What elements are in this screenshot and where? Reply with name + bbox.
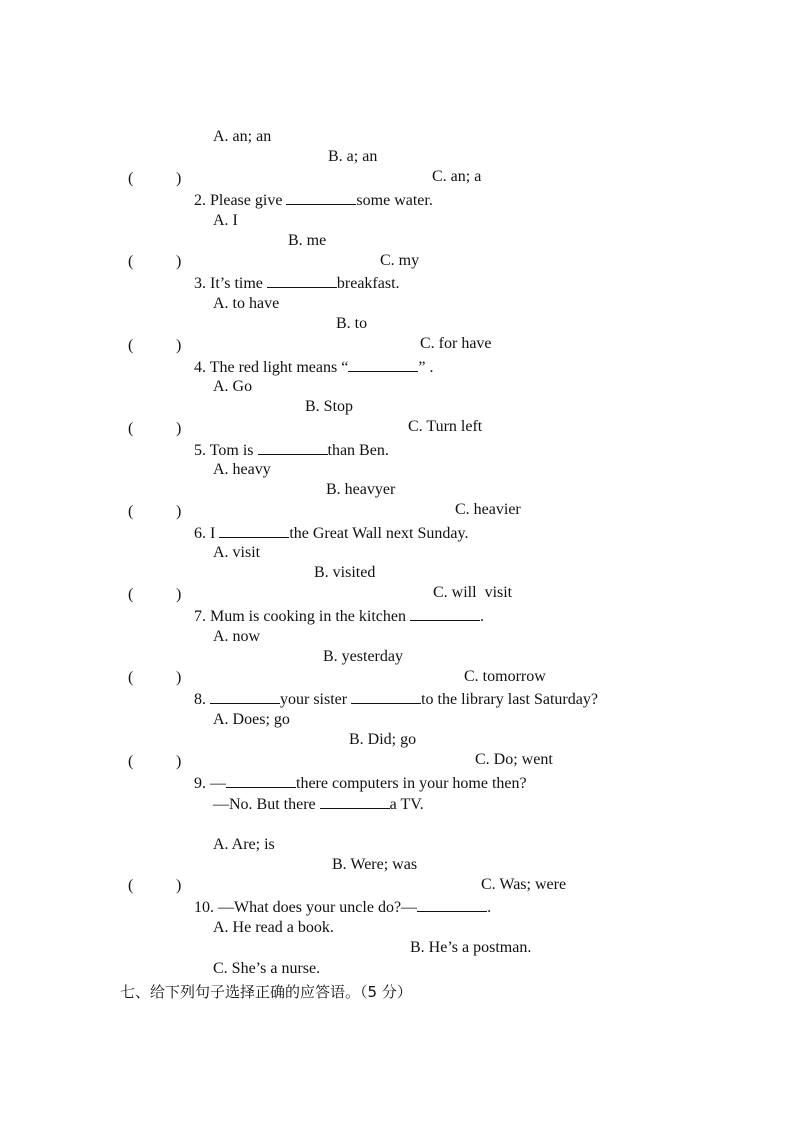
question-stem: 4. The red light means “ ” . (194, 356, 433, 378)
question-10-options-2 (0, 939, 321, 979)
option-b: B. a; an (328, 148, 378, 165)
question-7: ( ) 7. Mum is cooking in the kitchen . (128, 586, 484, 625)
answer-blank-1[interactable] (210, 688, 280, 704)
option-b: B. Did; go (349, 731, 417, 748)
option-a: A. Go (213, 378, 253, 395)
option-b: B. to (336, 315, 368, 332)
question-stem: 10. —What does your uncle do?— . (194, 896, 491, 918)
question-stem: 5. Tom is than Ben. (194, 439, 389, 461)
question-8: ( ) 8. your sister to the library last Saturday? (128, 669, 598, 708)
option-a: A. visit (213, 544, 261, 561)
option-c: C. Turn left (408, 418, 483, 435)
question-10: ( ) 10. —What does your uncle do?— . (128, 877, 492, 916)
answer-blank[interactable] (267, 272, 337, 288)
option-c: C. Was; were (481, 876, 567, 893)
option-c: C. for have (420, 335, 492, 352)
question-stem: 9. — there computers in your home then? (194, 772, 527, 794)
question-stem: 6. I the Great Wall next Sunday. (194, 522, 468, 544)
answer-blank[interactable] (410, 605, 480, 621)
answer-blank[interactable] (226, 772, 296, 788)
option-c: C. my (380, 252, 420, 269)
option-c: C. heavier (455, 501, 521, 518)
answer-blank[interactable] (258, 439, 328, 455)
option-c: C. tomorrow (464, 668, 546, 685)
option-a: A. to have (213, 295, 280, 312)
option-a: A. now (213, 628, 261, 645)
option-b: B. yesterday (323, 648, 403, 665)
answer-blank[interactable] (417, 896, 487, 912)
question-stem: 8. your sister to the library last Saturday? (194, 688, 598, 710)
question-stem: 2. Please give some water. (194, 189, 433, 211)
question-6: ( ) 6. I the Great Wall next Sunday. (128, 503, 469, 542)
question-2: ( ) 2. Please give some water. (128, 170, 433, 209)
answer-blank[interactable] (219, 522, 289, 538)
option-a: A. heavy (213, 461, 271, 478)
option-a: A. I (213, 212, 238, 229)
option-c: C. an; a (432, 168, 482, 185)
answer-blank-2[interactable] (320, 793, 390, 809)
option-b: B. heavyer (326, 481, 396, 498)
section-7-title: 七、给下列句子选择正确的应答语。（5 分） (120, 983, 412, 1001)
option-c: C. She’s a nurse. (213, 960, 321, 977)
option-b: B. visited (314, 564, 376, 581)
option-a: A. He read a book. (213, 919, 334, 936)
option-c: C. will visit (433, 584, 513, 601)
question-stem: 7. Mum is cooking in the kitchen . (194, 605, 484, 627)
option-b: B. Stop (305, 398, 354, 415)
question-5: ( ) 5. Tom is than Ben. (128, 420, 389, 459)
question-4: ( ) 4. The red light means “ ” . (128, 337, 434, 376)
answer-blank[interactable] (348, 356, 418, 372)
question-stem: 3. It’s time breakfast. (194, 272, 400, 294)
answer-blank-2[interactable] (351, 688, 421, 704)
reply-line: —No. But there a TV. (213, 793, 424, 815)
option-b: B. Were; was (332, 856, 418, 873)
option-b: B. me (288, 232, 327, 249)
option-a: A. an; an (213, 128, 272, 145)
question-3: ( ) 3. It’s time breakfast. (128, 253, 400, 292)
option-c: C. Do; went (475, 751, 553, 768)
option-a: A. Does; go (213, 711, 290, 728)
option-a: A. Are; is (213, 836, 275, 853)
question-9: ( ) 9. — there computers in your home then? (128, 753, 527, 792)
option-b: B. He’s a postman. (410, 939, 532, 956)
answer-blank[interactable] (286, 189, 356, 205)
